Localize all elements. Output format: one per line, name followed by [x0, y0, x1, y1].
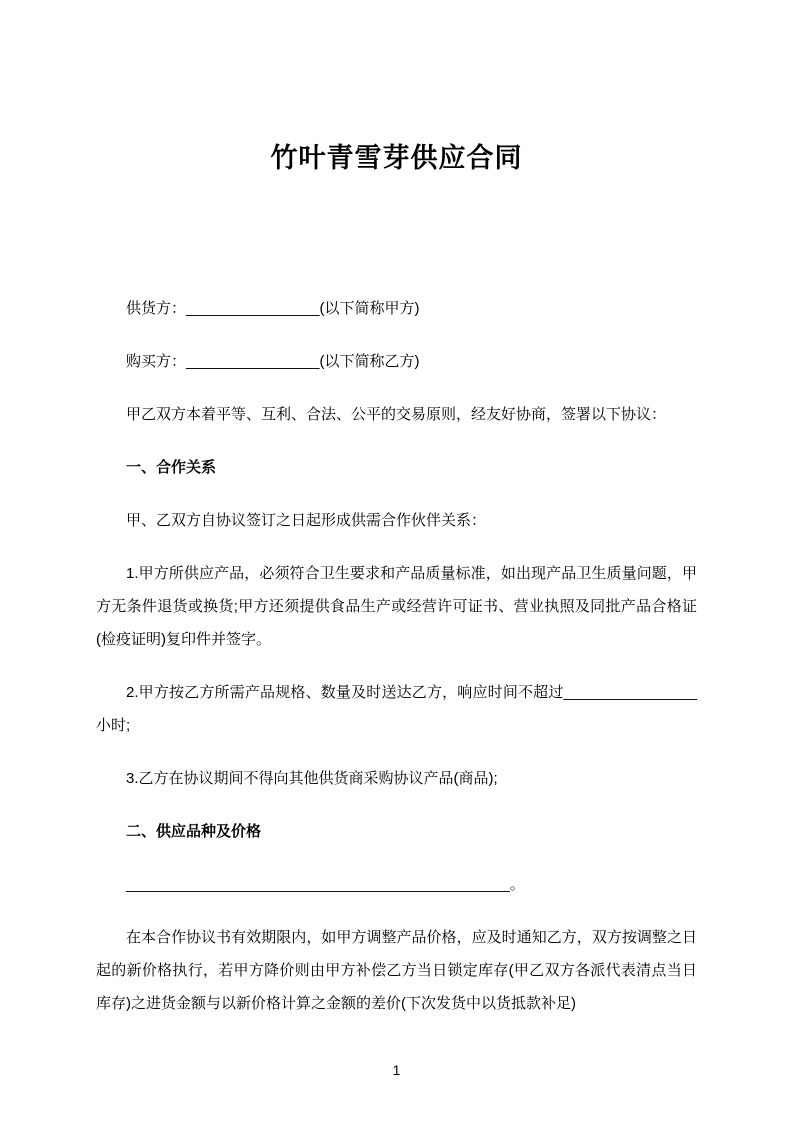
page-number: 1 [392, 1062, 401, 1078]
section1-heading: 一、合作关系 [126, 459, 217, 477]
section1-intro: 甲、乙双方自协议签订之日起形成供需合作伙伴关系： [126, 512, 487, 530]
intro-paragraph: 甲乙双方本着平等、互利、合法、公平的交易原则，经友好协商，签署以下协议： [126, 406, 667, 424]
document-title: 竹叶青雪芽供应合同 [270, 143, 523, 173]
section1-item1: 1.甲方所供应产品，必须符合卫生要求和产品质量标准，如出现产品卫生质量问题，甲方无条件退货或换货;甲方还须提供食品生产或经营许可证书、营业执照及同批产品合格证(检疫证明)复印件并签字。 [96, 565, 697, 649]
buyer-line: 购买方：________________(以下简称乙方) [126, 353, 420, 371]
supplier-line: 供货方：________________(以下简称甲方) [126, 300, 420, 318]
section2-blank-line: ______________________________________________。 [126, 876, 525, 894]
section1-item2: 2.甲方按乙方所需产品规格、数量及时送达乙方，响应时间不超过________________小时; [96, 684, 697, 735]
section1-item3: 3.乙方在协议期间不得向其他供货商采购协议产品(商品); [126, 770, 498, 788]
section2-paragraph: 在本合作协议书有效期限内，如甲方调整产品价格，应及时通知乙方，双方按调整之日起的新价格执行，若甲方降价则由甲方补偿乙方当日锁定库存(甲乙双方各派代表清点当日库存)之进货金额与以新价格计算之金额的差价(下次发货中以货抵款补足) [96, 929, 697, 1013]
section2-heading: 二、供应品种及价格 [126, 823, 262, 841]
